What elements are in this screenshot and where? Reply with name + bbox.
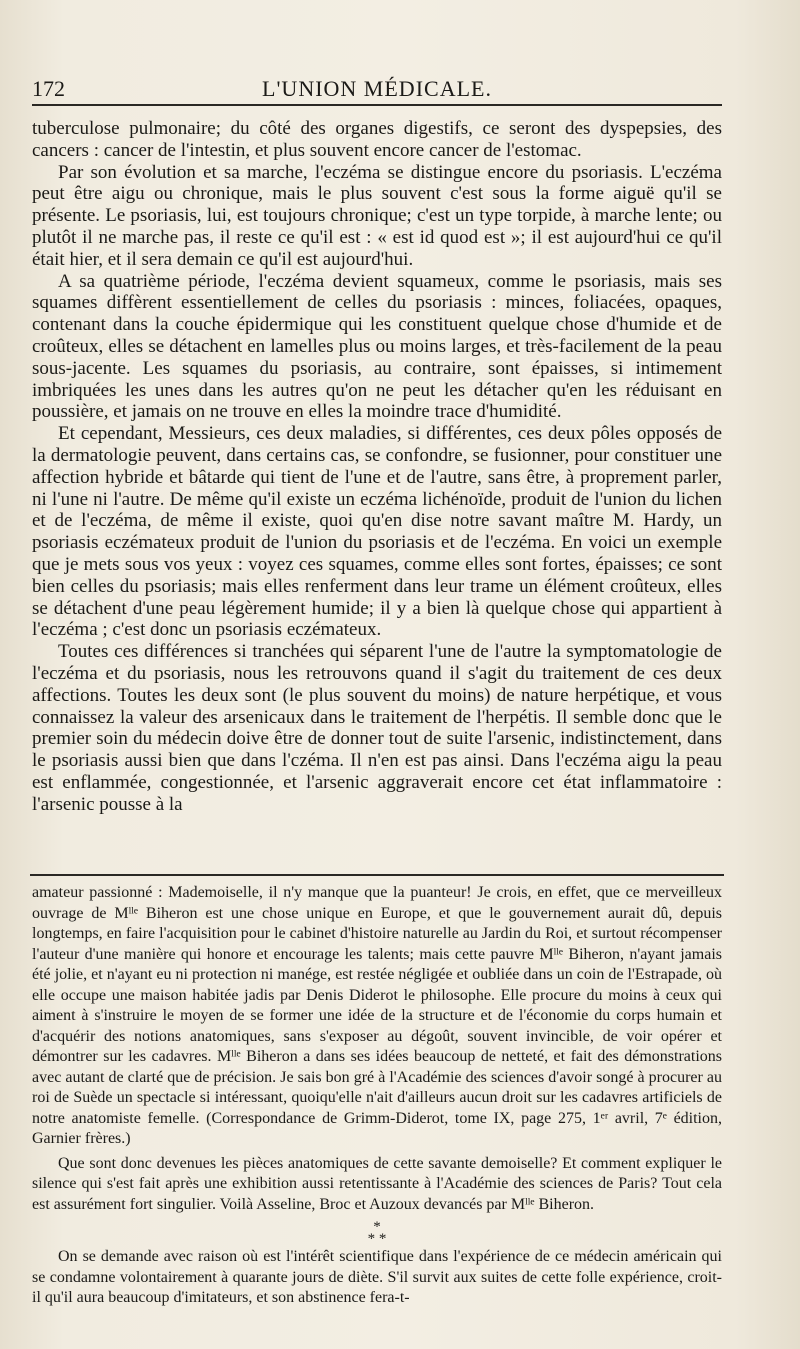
asterism-top: * bbox=[373, 1219, 381, 1235]
running-header bbox=[32, 70, 722, 106]
asterism-separator bbox=[32, 1221, 722, 1245]
journal-title: L'UNION MÉDICALE. bbox=[262, 76, 492, 101]
footnotes bbox=[32, 883, 722, 1309]
paragraph: Par son évolution et sa marche, l'eczéma se distingue encore du psoriasis. L'eczéma peut être aigu ou chronique, mais le plus souvent c'est sous la forme aiguë qu'il se présente. Le psoriasis, lui, est toujours chronique; c'est un type torpide, à marche lente; ou plutôt il ne marche pas, il reste ce qu'il est : « est id quod est »; il est aujourd'hui ce qu'il était hier, et il sera demain ce qu'il est aujourd'hui. bbox=[32, 161, 722, 270]
footnote-paragraph: amateur passionné : Mademoiselle, il n'y manque que la puanteur! Je crois, en effet, que ce merveilleux ouvrage de Mˡˡᵉ Biheron est une chose unique en Europe, et que le gouvernement aurait dû, depuis longtemps, en faire l'acquisition pour le cabinet d'histoire naturelle au Jardin du Roi, et surtout récompenser l'auteur d'une manière qui honore et encourage les talents; mais cette pauvre Mˡˡᵉ Biheron, n'ayant jamais été jolie, et n'ayant eu ni protection ni manége, est restée négligée et oubliée dans un coin de l'Estrapade, où elle occupe une maison habitée jadis par Denis Diderot le philosophe. Elle procure du moins à ceux qui aiment à s'instruire le moyen de se former une idée de la structure et de l'économie du corps humain et d'acquérir des notions anatomiques, sans s'exposer au dégoût, souvent invincible, de voir opérer et démontrer sur les cadavres. Mˡˡᵉ Biheron a dans ses idées beaucoup de netteté, et fait des démonstrations avec autant de clarté que de précision. Je sais bon gré à l'Académie des sciences d'avoir songé à procurer au roi de Suède un spectacle si intéressant, quoiqu'elle n'ait d'ailleurs aucun droit sur les cadavres artificiels de notre anatomiste femelle. (Correspondance de Grimm-Diderot, tome IX, page 275, 1ᵉʳ avril, 7ᵉ édition, Garnier frères.) bbox=[32, 884, 722, 1147]
footnote-paragraph: On se demande avec raison où est l'intérêt scientifique dans l'expérience de ce médecin américain qui se condamne volontairement à quarante jours de diète. S'il survit aux suites de cette folle expérience, croit-il qu'il aura beaucoup d'imitateurs, et son abstinence fera-t- bbox=[32, 1248, 722, 1306]
paragraph: A sa quatrième période, l'eczéma devient squameux, comme le psoriasis, mais ses squames diffèrent essentiellement de celles du psoriasis : minces, foliacées, opaques, contenant dans la couche épidermique qui les constituent quelque chose d'humide et de croûteux, elles se détachent en lamelles plus ou moins larges, et très-facilement de la peau sous-jacente. Les squames du psoriasis, au contraire, sont épaisses, si intimement imbriquées les unes dans les autres qu'on ne peut les détacher qu'en les réduisant en poussière, et jamais on ne trouve en elles la moindre trace d'humidité. bbox=[32, 270, 722, 423]
main-text bbox=[32, 118, 722, 816]
footnote-paragraph: Que sont donc devenues les pièces anatomiques de cette savante demoiselle? Et comment expliquer le silence qui s'est fait après une exhibition aussi retentissante à l'Académie des sciences de Paris? Tout cela est assurément fort singulier. Voilà Asseline, Broc et Auzoux devancés par Mˡˡᵉ Biheron. bbox=[32, 1154, 722, 1213]
page-number: 172 bbox=[32, 76, 65, 101]
footnote-divider bbox=[30, 874, 724, 876]
paragraph: tuberculose pulmonaire; du côté des organes digestifs, ce seront des dyspepsies, des cancers : cancer de l'intestin, et plus souvent encore cancer de l'estomac. bbox=[32, 118, 722, 161]
paragraph: Et cependant, Messieurs, ces deux maladies, si différentes, ces deux pôles opposés de la dermatologie peuvent, dans certains cas, se confondre, se fusionner, pour constituer une affection hybride et bâtarde qui tient de l'une et de l'autre, sans être, à proprement parler, ni l'une ni l'autre. De même qu'il existe un eczéma lichénoïde, produit de l'union du lichen et de l'eczéma, de même il existe, quoi qu'en dise notre savant maître M. Hardy, un psoriasis eczémateux produit de l'union du psoriasis et de l'eczéma. En voici un exemple que je mets sous vos yeux : voyez ces squames, comme elles sont fortes, épaisses; ce sont bien celles du psoriasis; mais elles renferment dans leur trame un élément croûteux, elles se détachent d'une peau légèrement humide; il y a bien là quelque chose qui appartient à l'eczéma ; c'est donc un psoriasis eczémateux. bbox=[32, 423, 722, 641]
asterism-bottom: * * bbox=[367, 1231, 387, 1247]
paragraph: Toutes ces différences si tranchées qui séparent l'une de l'autre la symptomatologie de l'eczéma et du psoriasis, nous les retrouvons quand il s'agit du traitement de ces deux affections. Toutes les deux sont (le plus souvent du moins) de nature herpétique, et vous connaissez la valeur des arsenicaux dans le traitement de l'herpétis. Il semble donc que le premier soin du médecin doive être de donner tout de suite l'arsenic, indistinctement, dans le psoriasis aussi bien que dans l'czéma. Il n'en est pas ainsi. Dans l'eczéma aigu la peau est enflammée, congestionnée, et l'arsenic aggraverait encore cet état inflammatoire : l'arsenic pousse à la bbox=[32, 641, 722, 815]
